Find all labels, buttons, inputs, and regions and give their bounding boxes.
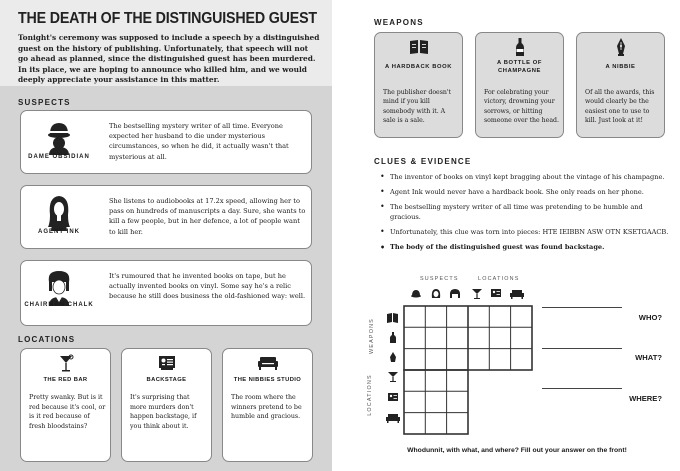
- cocktail-icon: [21, 353, 110, 373]
- long-hair-icon: [432, 289, 440, 298]
- weapon-name: A HARDBACK BOOK: [384, 64, 453, 70]
- locations-heading: LOCATIONS: [18, 335, 76, 344]
- who-label: WHO?: [638, 313, 662, 322]
- suspect-card-agent-ink: [20, 185, 312, 249]
- pen-nib-icon: [390, 352, 396, 362]
- control-panel-icon: [491, 289, 501, 297]
- suspect-description: It's rumoured that he invented books on tape, but he actually invented books on vinyl. Some say he's a relic because he still does business the old-fashioned way: well.: [109, 272, 306, 301]
- location-card-backstage: [121, 348, 212, 462]
- clue-item: • The body of the distinguished guest was found backstage.: [380, 242, 672, 252]
- weapon-name: A NIBBIE: [605, 64, 636, 70]
- grid-row-icons: [386, 313, 400, 423]
- sofa-icon: [223, 353, 312, 373]
- grid-suspects-label: SUSPECTS: [420, 276, 459, 282]
- left-page: [0, 0, 332, 471]
- suspect-card-dame-obsidian: [20, 110, 312, 174]
- location-name: BACKSTAGE: [146, 377, 187, 383]
- grid-lines: [404, 306, 532, 434]
- suspect-name: DAME OBSIDIAN: [28, 154, 90, 160]
- who-answer-line: [542, 307, 622, 308]
- open-book-icon: [387, 313, 398, 323]
- control-panel-icon: [122, 353, 211, 373]
- weapons-heading: WEAPONS: [374, 18, 424, 27]
- what-label: WHAT?: [635, 353, 662, 362]
- long-hair-icon: [21, 192, 97, 232]
- clue-item: • Unfortunately, this clue was torn into pieces: HTE IEIBBN ASW OTN KSETGAACB.: [380, 227, 672, 237]
- suspect-description: She listens to audiobooks at 17.2x speed, allowing her to pass on hundreds of manuscripts a day. Sure, she wants to kill a few people, but in her defence, a lot of people want to kill her.: [109, 197, 306, 236]
- suspect-name: CHAIRMAN CHALK: [24, 302, 94, 308]
- suspects-heading: SUSPECTS: [18, 98, 71, 107]
- weapon-description: For celebrating your victory, drowning your sorrows, or hitting someone over the head.: [484, 89, 559, 125]
- clue-item: • Agent Ink would never have a hardback book. She only reads on her phone.: [380, 187, 672, 197]
- weapon-description: The publisher doesn't mind if you kill somebody with it. A sale is a sale.: [383, 89, 452, 125]
- location-name: THE NIBBIES STUDIO: [233, 377, 302, 383]
- grid-column-icons: [411, 289, 524, 299]
- grid-weapons-label: WEAPONS: [368, 318, 375, 354]
- where-label: WHERE?: [629, 394, 662, 403]
- sofa-icon: [510, 290, 524, 299]
- footer-instruction: Whodunnit, with what, and where? Fill out your answer on the front!: [407, 447, 627, 454]
- location-description: Pretty swanky. But is it red because it's cool, or is it red because of fresh bloodstains?: [29, 394, 106, 430]
- logic-grid: [332, 0, 680, 471]
- location-card-nibbies-studio: [222, 348, 313, 462]
- location-card-red-bar: [20, 348, 111, 462]
- grid-locations-side-label: LOCATIONS: [366, 374, 373, 416]
- right-page: [332, 0, 680, 471]
- weapon-name: A BOTTLE OF CHAMPAGNE: [496, 60, 543, 74]
- cocktail-icon: [388, 372, 398, 382]
- location-description: The room where the winners pretend to be humble and gracious.: [231, 394, 302, 421]
- control-panel-icon: [388, 393, 398, 401]
- suspect-card-chairman-chalk: [20, 260, 312, 326]
- bottle-icon: [390, 332, 396, 343]
- bowler-hat-icon: [411, 290, 421, 298]
- clue-item: • The inventor of books on vinyl kept bragging about the vintage of his champagne.: [380, 172, 672, 182]
- page-title: THE DEATH OF THE DISTINGUISHED GUEST: [18, 10, 317, 27]
- location-description: It's surprising that more murders don't happen backstage, if you think about it.: [130, 394, 197, 430]
- suspect-description: The bestselling mystery writer of all time. Everyone expected her husband to die under mysterious circumstances, so when he did, it actually wasn't that mysterious at all.: [109, 122, 289, 161]
- what-answer-line: [542, 348, 622, 349]
- clues-heading: CLUES & EVIDENCE: [374, 157, 472, 166]
- pompadour-icon: [450, 289, 460, 298]
- weapon-description: Of all the awards, this would clearly be the easiest one to use to kill. Just look at it!: [585, 89, 655, 125]
- location-name: THE RED BAR: [43, 377, 88, 383]
- cocktail-icon: [472, 289, 482, 299]
- suspect-name: AGENT INK: [38, 229, 80, 235]
- where-answer-line: [542, 388, 622, 389]
- grid-locations-label: LOCATIONS: [478, 276, 520, 282]
- sofa-icon: [386, 414, 400, 423]
- intro-panel: [0, 0, 332, 86]
- bowler-hat-icon: [21, 117, 97, 157]
- clue-item: • The bestselling mystery writer of all time was pretending to be humble and gracious.: [380, 202, 672, 222]
- intro-text: Tonight's ceremony was supposed to include a speech by a distinguished guest on the history of publishing. Unfortunately, that speech will not go ahead as planned, since the distinguished guest has been murdered. In its place, we are hoping to announce who killed him, and we would deeply appreciate your assistance in this matter.: [18, 33, 320, 85]
